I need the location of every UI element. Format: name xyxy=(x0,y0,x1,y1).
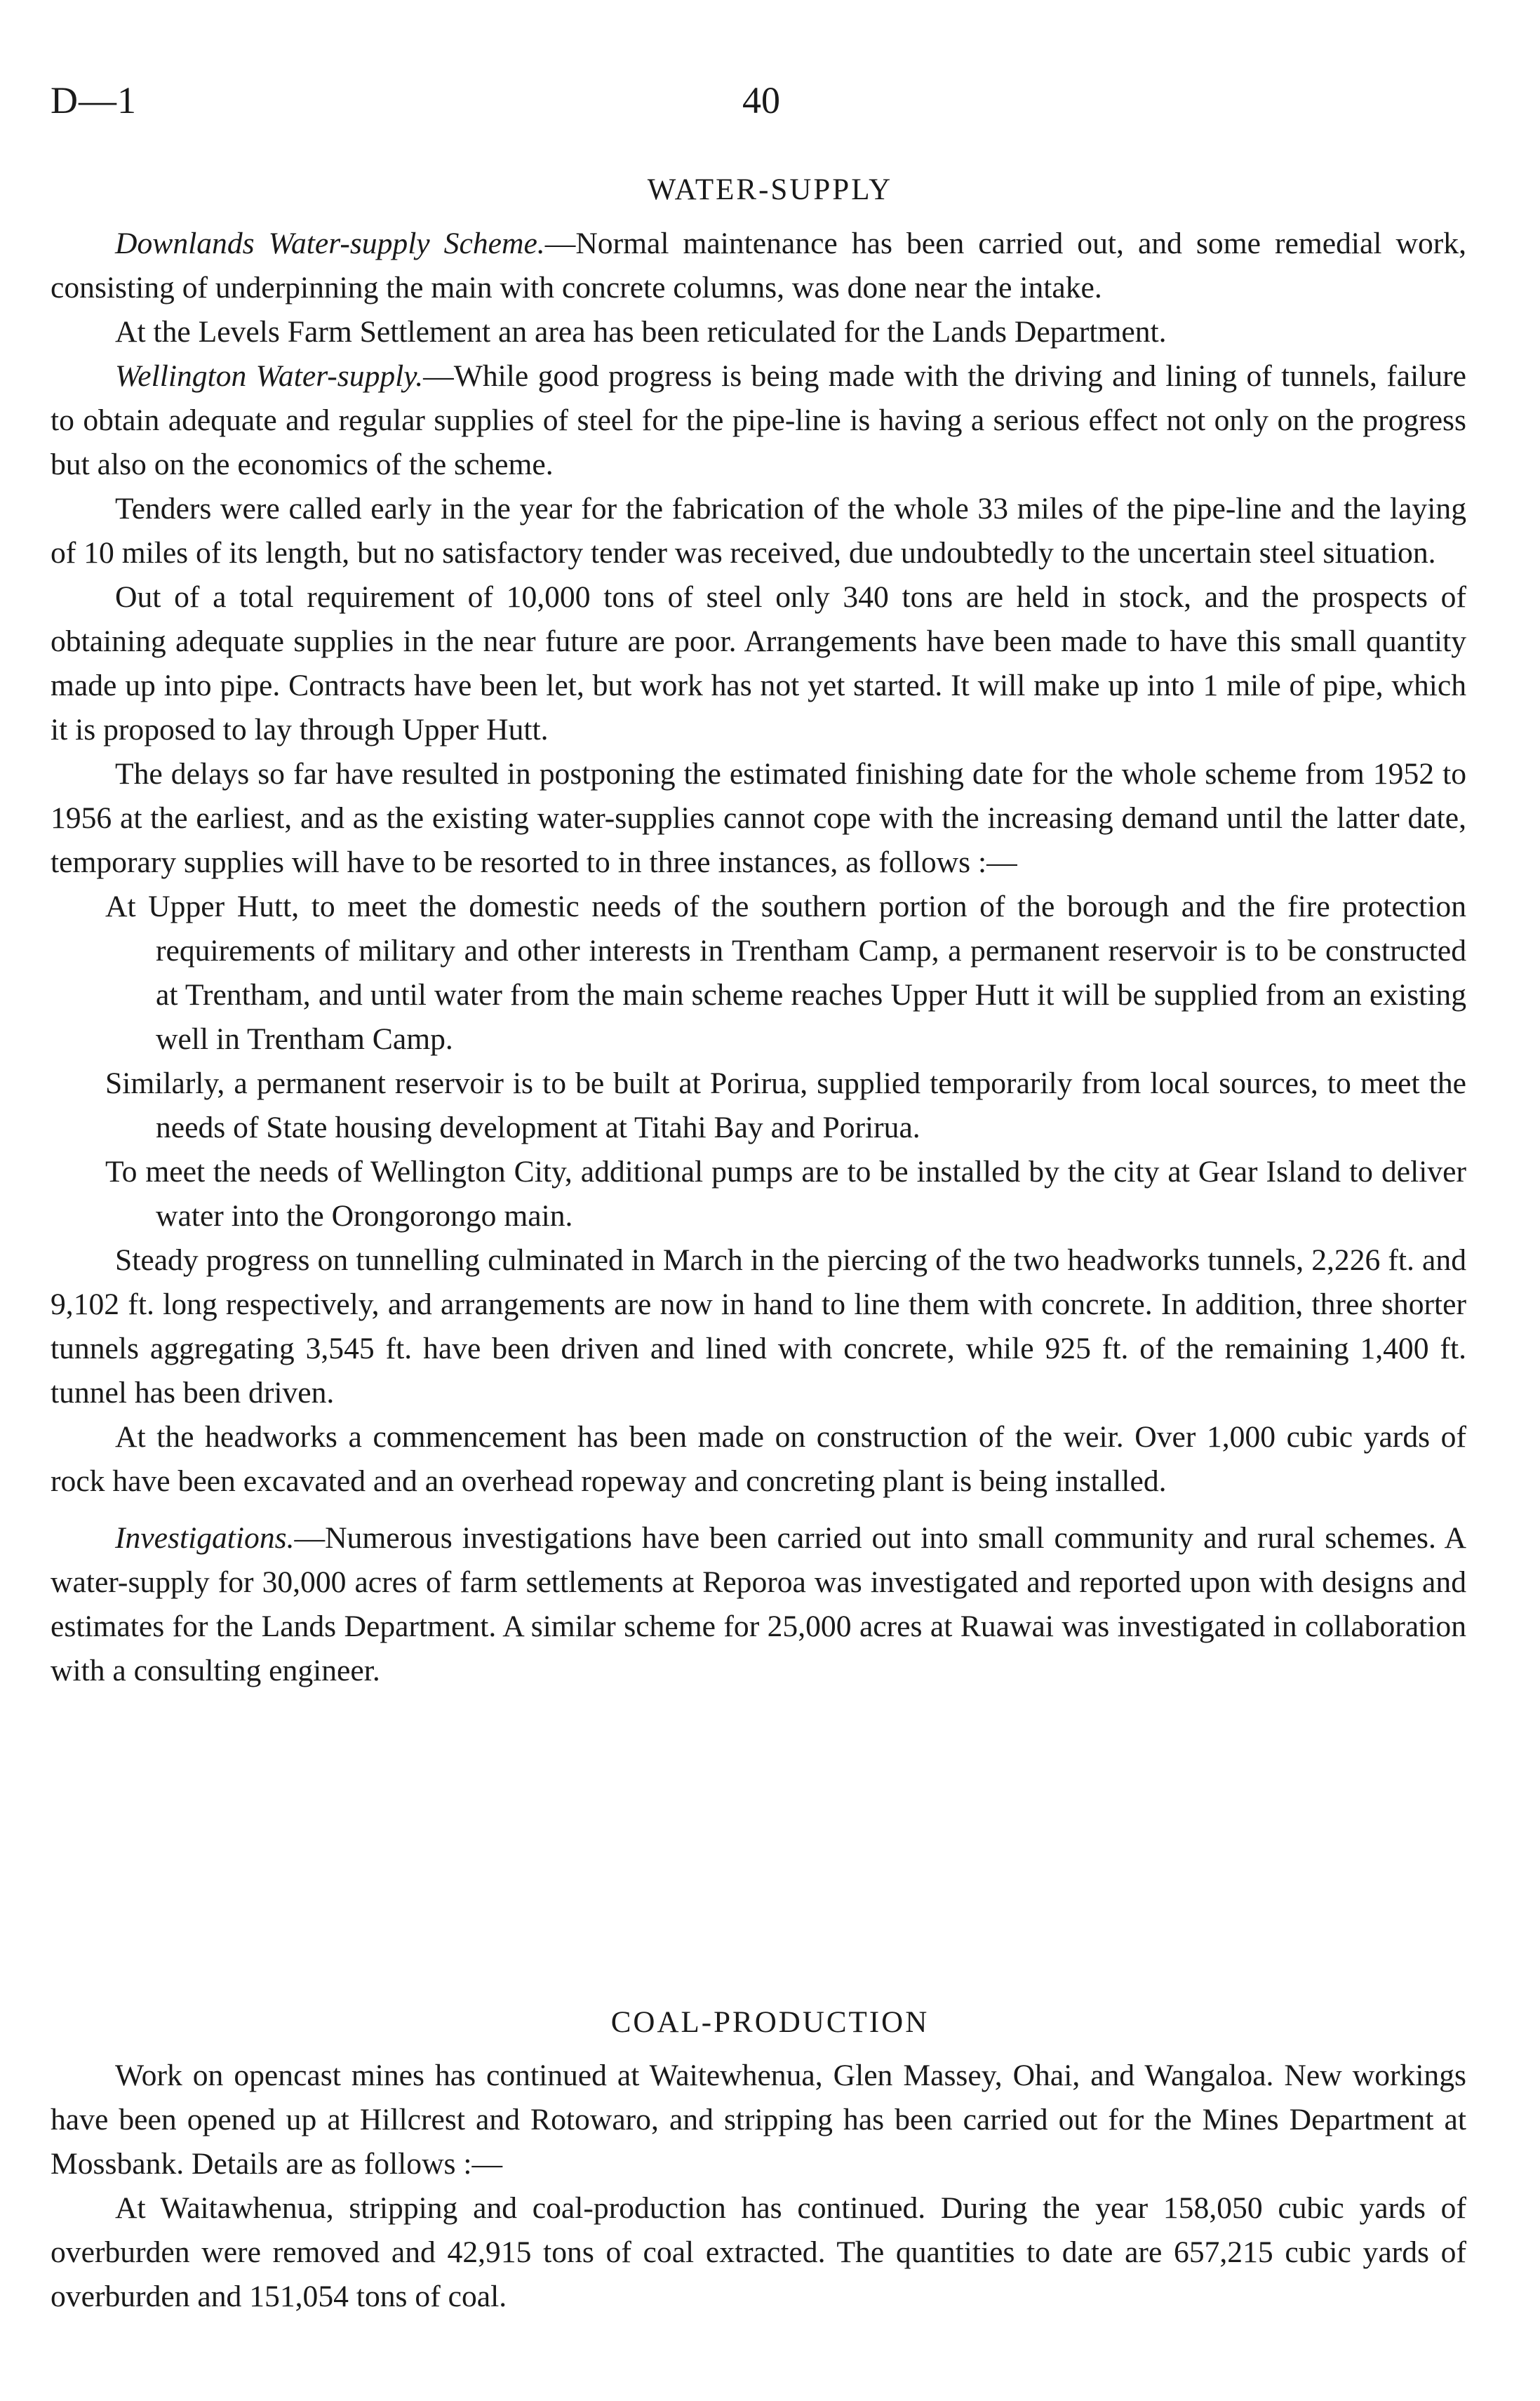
paragraph-delays: The delays so far have resulted in postponing the estimated finishing date for the whole scheme from 1952 to 1956 at the earliest, and as the existing water-supplies cannot cope with the increasing demand until the latter date, temporary supplies will have to be resorted to in three instances, as follows :— xyxy=(51,757,1466,879)
paragraph-downlands xyxy=(51,222,1466,310)
paragraph-spacer xyxy=(51,1504,1466,1516)
subparagraph-porirua: Similarly, a permanent reservoir is to be built at Porirua, supplied temporarily from local sources, to meet the needs of State housing development at Titahi Bay and Porirua. xyxy=(105,1066,1466,1144)
paragraph-levels-farm: At the Levels Farm Settlement an area has been reticulated for the Lands Department. xyxy=(115,315,1167,349)
subparagraph-upper-hutt: At Upper Hutt, to meet the domestic needs of the southern portion of the borough and the fire protection requirements of military and other interests in Trentham Camp, a permanent reservoir is to be constructed at Trentham, and until water from the main scheme reaches Upper Hutt it will be supplied from an existing well in Trentham Camp. xyxy=(105,890,1466,1056)
paragraph-wellington xyxy=(51,354,1466,487)
paragraph-investigations xyxy=(51,1516,1466,1693)
paragraph-lead: Downlands Water-supply Scheme. xyxy=(115,227,545,260)
paragraph-tenders: Tenders were called early in the year for the fabrication of the whole 33 miles of the pipe-line and the laying of 10 miles of its length, but no satisfactory tender was received, due undoubtedly to the uncertain steel situation. xyxy=(51,492,1466,570)
paragraph-lead: Investigations. xyxy=(115,1521,295,1555)
paragraph-text: —While good progress is being made with the driving and lining of tunnels, failure to obtain adequate and regular supplies of steel for the pipe-line is having a serious effect not only on the progress but also on the economics of the scheme. xyxy=(51,359,1467,481)
paragraph-headworks: At the headworks a commencement has been made on construction of the weir. Over 1,000 cubic yards of rock have been excavated and an overhead ropeway and concreting plant is being installed. xyxy=(51,1420,1466,1498)
paragraph-opencast-mines: Work on opencast mines has continued at Waitewhenua, Glen Massey, Ohai, and Wangaloa. New workings have been opened up at Hillcrest and Rotowaro, and stripping has been carried out for the Mines Department at Mossbank. Details are as follows :— xyxy=(51,2059,1466,2181)
paragraph-text: —Normal maintenance has been carried out, and some remedial work, consisting of underpinning the main with concrete columns, was done near the intake. xyxy=(51,227,1467,305)
coal-production-section xyxy=(51,2054,1466,2319)
section-heading-water-supply: WATER-SUPPLY xyxy=(647,173,893,206)
paragraph-text: —Numerous investigations have been carried out into small community and rural schemes. A water-supply for 30,000 acres of farm settlements at Reporoa was investigated and reported upon with designs and estimates for the Lands Department. A similar scheme for 25,000 acres at Ruawai was investigated in collaboration with a consulting engineer. xyxy=(51,1521,1466,1687)
page-number: 40 xyxy=(742,79,780,121)
paragraph-steel-requirement: Out of a total requirement of 10,000 tons of steel only 340 tons are held in stock, and the prospects of obtaining adequate supplies in the near future are poor. Arrangements have been made to have this small quantity made up into pipe. Contracts have been let, but work has not yet started. It will make up into 1 mile of pipe, which it is proposed to lay through Upper Hutt. xyxy=(51,580,1466,747)
page-series-code: D—1 xyxy=(51,79,137,121)
water-supply-section xyxy=(51,222,1466,1693)
paragraph-lead: Wellington Water-supply. xyxy=(115,359,424,393)
section-heading-coal-production: COAL-PRODUCTION xyxy=(610,2006,930,2039)
subparagraph-wellington-city: To meet the needs of Wellington City, additional pumps are to be installed by the city at Gear Island to deliver water into the Orongorongo main. xyxy=(105,1155,1466,1233)
paragraph-waitawhenua: At Waitawhenua, stripping and coal-production has continued. During the year 158,050 cubic yards of overburden were removed and 42,915 tons of coal extracted. The quantities to date are 657,215 cubic yards of overburden and 151,054 tons of coal. xyxy=(51,2191,1466,2313)
paragraph-tunnelling: Steady progress on tunnelling culminated in March in the piercing of the two headworks tunnels, 2,226 ft. and 9,102 ft. long respectively, and arrangements are now in hand to line them with concrete. In addition, three shorter tunnels aggregating 3,545 ft. have been driven and lined with concrete, while 925 ft. of the remaining 1,400 ft. tunnel has been driven. xyxy=(51,1243,1466,1410)
